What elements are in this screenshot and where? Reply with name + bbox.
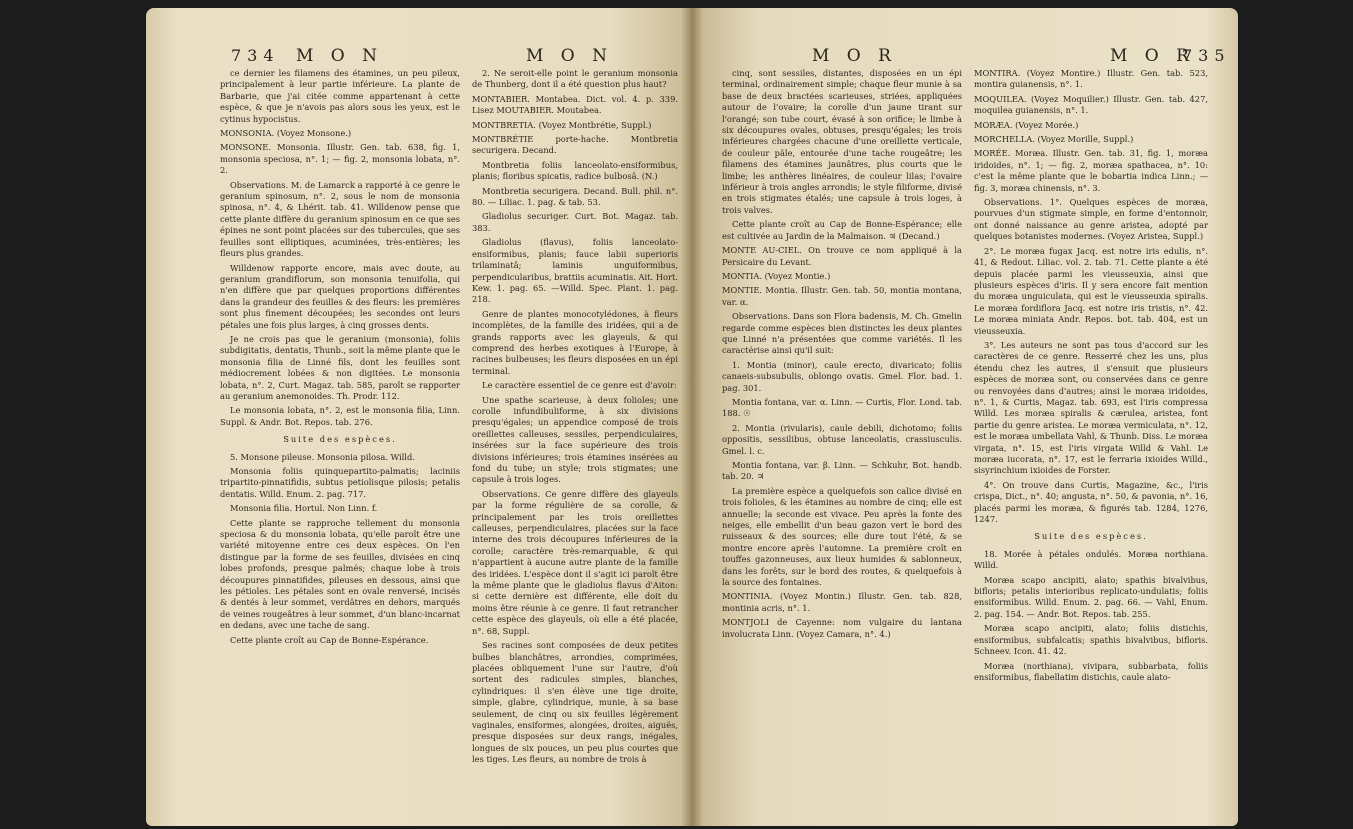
paragraph: Ses racines sont composées de deux petites bulbes blanchâtres, arrondies, comprimées, placées obliquement l'une sur l'autre, d'où sortent des radicules simples, blanches, cylindriques: il s'en élève une tige droite, simple, glabre, cylindrique, munie, à sa base seulement, de cinq ou six feuilles légèrement vaginales, ensiformes, alongées, droites, aiguës, presque disposées sur deux rangs, inégales, longues de six pouces, un peu plus courtes que les tiges. Les fleurs, au nombre de trois à — [472, 640, 678, 765]
section-heading: Suite des espèces. — [283, 434, 397, 445]
running-head-left: M O N — [296, 46, 384, 66]
paragraph: MONTBRÉTIE porte-hache. Montbretia securigera. Decand. — [472, 134, 678, 156]
paragraph: Montbretia foliis lanceolato-ensiformibus, planis; floribus spicatis, radice bulbosâ. (N.) — [472, 159, 678, 182]
paragraph: Gladiolus (flavus), foliis lanceolato-ensiformibus, planis; fauce labii superioris trilaminatâ; laminis unguiformibus, perpendicularibus, brattiis acuminatis. Ait. Hort. Kew. 1. pag. 65. —Willd. Spec. Plant. 1. pag. 218. — [472, 237, 678, 305]
paragraph: Cette plante croît au Cap de Bonne-Espérance. — [230, 634, 429, 645]
paragraph: Moræa scapo ancipiti, alato; spathis bivalvibus, bifloris; petalis interioribus replicato-undulatis; foliis ensiformibus. Willd. Enum. 2. pag. 66. — Vahl, Enum. 2. pag. 154. — Andr. Bot. Repos. tab. 255. — [974, 574, 1208, 619]
paragraph: Je ne crois pas que le geranium (monsonia), foliis subdigitatis, dentatis, Thunb., soit la même plante que le monsonia filia de Linné fils, dont les feuilles sont médiocrement lobées & non digitées. Le monsonia lobata, n°. 2, Curt. Magaz. tab. 585, paroît se rapporter au geranium anemonoides. Th. Prodr. 112. — [220, 333, 461, 401]
paragraph: ce dernier les filamens des étamines, un peu pileux, principalement à leur partie inférieure. La plante de Barbarie, que j'ai citée comme appartenant à cette espèce, & que je n'avois pas alors sous les yeux, est le cytinus hypocistus. — [220, 68, 460, 124]
paragraph: MONTIA. (Voyez Montie.) — [722, 270, 831, 281]
page-number: 735 — [1182, 46, 1231, 65]
paragraph: MORÆA. (Voyez Morée.) — [974, 119, 1079, 130]
paragraph: MONSONIA. (Voyez Monsone.) — [220, 128, 352, 139]
page-number: 734 — [231, 46, 280, 65]
paragraph: Moræa (northiana), vivipara, subbarbata, foliis ensiformibus, flabellatim distichis, caule alato- — [974, 660, 1208, 682]
paragraph: cinq, sont sessiles, distantes, disposées en un épi terminal, ordinairement simple; chaque fleur munie à sa base de deux bractées scarieuses, striées, appliquées autour de l'ovaire; la corolle d'un jaune tirant sur l'orangé; son tube court, évasé à son orifice; le limbe à six découpures ovales, obtuses, presqu'égales; les trois inférieures chargées chacune d'une oreillette verticale, de couleur pâle, entourée d'une tache rougeâtre; les filamens des étamines jaunâtres, plus courts que le limbe; les anthères linéaires, de couleur lilas; l'ovaire inférieur à trois angles arrondis; le style filiforme, divisé en trois stigmates étalés; une capsule à trois loges, à trois valves. — [722, 68, 962, 215]
paragraph: MONTE AU-CIEL. On trouve ce nom appliqué à la Persicaire du Levant. — [722, 245, 962, 267]
text-column-left-2 — [472, 68, 678, 769]
paragraph: Le monsonia lobata, n°. 2, est le monsonia filia, Linn. Suppl. & Andr. Bot. Repos. tab. 276. — [220, 405, 460, 427]
running-head-left: M O R — [812, 46, 897, 66]
paragraph: Montia fontana, var. β. Linn. — Schkuhr, Bot. handb. tab. 20. ♃ — [722, 460, 962, 482]
text-column-left-1 — [220, 68, 460, 649]
paragraph: 3°. Les auteurs ne sont pas tous d'accord sur les caractères de ce genre. Resserré chez les uns, plus étendu chez les autres, il s'ensuit que plusieurs espèces de moræa sont, ou conservées dans ce genre ou renvoyées dans d'autres; ainsi le moræa iridoides, n°. 1, & Curtis, Magaz. tab. 693, est l'iris compressa Willd. Les moræa spiralis & cærulea, aristea, font partie du genre aristea. Le moræa vermiculata, n°. 12, est le moræa umbellata Vahl, & Thunb. Diss. Le moræa virgata, n°. 15, est l'iris virgata Willd & Vahl. Le moræa iucorata, n°. 17, est le ferraria ixioides Willd., sisyrinchium ixioides de Forster. — [974, 339, 1208, 476]
paragraph: MONSONE. Monsonia. Illustr. Gen. tab. 638, fig. 1, monsonia speciosa, n°. 1; — fig. 2, monsonia lobata, n°. 2. — [220, 142, 460, 176]
paragraph: Cette plante croît au Cap de Bonne-Espérance; elle est cultivée au Jardin de la Malmaison. ♃ (Decand.) — [722, 219, 962, 241]
paragraph: MONTBRETIA. (Voyez Montbrétie, Suppl.) — [472, 119, 652, 130]
paragraph: MONTJOLI de Cayenne: nom vulgaire du lantana involucrata Linn. (Voyez Camara, n°. 4.) — [722, 617, 962, 639]
paragraph: 18. Morée à pétales ondulés. Moræa northiana. Willd. — [974, 548, 1208, 571]
paragraph: 5. Monsone pileuse. Monsonia pilosa. Willd. — [230, 451, 415, 462]
paragraph: 1. Montia (minor), caule erecto, divaricato; foliis canaeis-subsubulis, oblongo ovatis. Gmel. Flor. bad. 1. pag. 301. — [722, 359, 962, 393]
paragraph: Gladiolus securiger. Curt. Bot. Magaz. tab. 383. — [472, 211, 678, 233]
paragraph: MONTINIA. (Voyez Montin.) Illustr. Gen. tab. 828, montinia acris, n°. 1. — [722, 591, 962, 613]
paragraph: Observations. Dans son Flora badensis, M. Ch. Gmelin regarde comme espèces bien distinctes les deux plantes que Linné n'a présentées que comme variétés. Il les caractérise ainsi qu'il suit: — [722, 311, 962, 356]
text-column-right-1 — [722, 68, 962, 643]
paragraph: Monsonia foliis quinquepartito-palmatis; laciniis tripartito-pinnatifidis, subtus petiolisque pilosis; petalis dentatis. Willd. Enum. 2. pag. 717. — [220, 466, 460, 499]
book-spread — [146, 8, 1238, 826]
paragraph: Observations. M. de Lamarck a rapporté à ce genre le geranium spinosum, n°. 2, sous le nom de monsonia spinosa, n°. 4, & Lhérit. tab. 41. Willdenow pense que cette plante diffère du geranium spinosum en ce que ses épines ne sont point placées sur des tubercules, que ses feuilles sont elliptiques, acuminées, très-entières; les fleurs plus grandes. — [220, 179, 460, 259]
paragraph: La première espèce a quelquefois son calice divisé en trois folioles, & les étamines au nombre de cinq; elle est annuelle; la seconde est vivace. Peu après la fonte des neiges, elle embellit d'un beau gazon vert le bord des ruisseaux & des sources; elle dure tout l'été, & se montre encore après l'automne. La première croît en touffes gazonneuses, aux lieux humides & sablonneux, dans les forêts, sur le bord des routes, & quelquefois à la source des fontaines. — [722, 485, 962, 588]
paragraph: MORÉE. Moræa. Illustr. Gen. tab. 31, fig. 1, moræa iridoides, n°. 1; — fig. 2, moræa spathacea, n°. 10: c'est la même plante que le bobartia indica Linn.; — fig. 3, moræa chinensis, n°. 3. — [974, 148, 1208, 193]
section-heading: Suite des espèces. — [1034, 531, 1148, 542]
paragraph: Observations. Ce genre diffère des glayeuls par la forme régulière de sa corolle, & principalement par les trois oreillettes calleuses, perpendiculaires, placées sur la face interne des trois découpures inférieures de la corolle; caractère très-remarquable, & qui n'appartient à aucune autre plante de la famille des iridées. L'espèce dont il s'agit ici paroît être la même plante que le gladiolus flavus d'Aiton: si cette dernière est différente, elle doit du moins être réunie à ce genre. Il faut retrancher cette espèce des glayeuls, où elle a été placée, n°. 68, Suppl. — [472, 488, 678, 636]
paragraph: Montbretia securigera. Decand. Bull. phil. n°. 80. — Liliac. 1. pag. & tab. 53. — [472, 185, 678, 208]
text-column-right-2 — [974, 68, 1208, 686]
paragraph: Moræa scapo ancipiti, alato; foliis distichis, ensiformibus, subfalcatis; spathis bivalvibus, bifloris. Schneev. Icon. 41. 42. — [974, 623, 1208, 657]
paragraph: 4°. On trouve dans Curtis, Magazine, &c., l'iris crispa, Dict., n°. 40; angusta, n°. 50, & pavonia, n°. 16, placés parmi les moræa, & figurés tab. 1284, 1276, 1247. — [974, 479, 1208, 525]
paragraph: MONTIE. Montia. Illustr. Gen. tab. 50, montia montana, var. α. — [722, 285, 962, 307]
paragraph: 2. Ne seroit-elle point le geranium monsonia de Thunberg, dont il a été question plus haut? — [472, 68, 678, 90]
paragraph: Le caractère essentiel de ce genre est d'avoir: — [482, 380, 677, 391]
paragraph: 2. Montia (rivularis), caule debili, dichotomo; foliis oppositis, sessilibus, obtuse lanceolatis, crassiusculis. Gmel. l. c. — [722, 422, 962, 456]
paragraph: Willdenow rapporte encore, mais avec doute, au geranium grandiflorum, son monsonia tenuifolia, qui n'en diffère que par quelques proportions différentes dans la grandeur des feuilles & des fleurs: les premières sont plus finement découpées; les secondes ont leurs pétales une fois plus larges, à cinq grosses dents. — [220, 262, 460, 330]
paragraph: Une spathe scarieuse, à deux folioles; une corolle infundibuliforme, à six divisions presqu'égales; un appendice composé de trois oreillettes calleuses, sessiles, perpendiculaires, insérées sur la face supérieure des trois divisions inférieures; trois étamines insérées au fond du tube; un style; trois stigmates; une capsule à trois loges. — [472, 394, 678, 485]
paragraph: Monsonia filia. Hortul. Non Linn. f. — [230, 503, 378, 514]
paragraph: MORCHELLA. (Voyez Morille, Suppl.) — [974, 134, 1134, 145]
right-page — [692, 8, 1238, 826]
paragraph: MONTIRA. (Voyez Montire.) Illustr. Gen. tab. 523, montira guianensis, n°. 1. — [974, 68, 1208, 90]
running-head-right: M O N — [526, 46, 614, 66]
paragraph: MONTABIER. Montabea. Dict. vol. 4. p. 339. Lisez MOUTABIER. Moutabea. — [472, 93, 678, 116]
left-page — [146, 8, 692, 826]
book-gutter — [681, 8, 703, 826]
paragraph: Montia fontana, var. α. Linn. — Curtis, Flor. Lond. tab. 188. ☉ — [722, 396, 962, 419]
paragraph: Genre de plantes monocotylédones, à fleurs incomplètes, de la famille des iridées, qui a de grands rapports avec les glayeuls, & qui comprend des herbes exotiques à l'Europe, à racines bulbeuses; les fleurs disposées en un épi terminal. — [472, 308, 678, 376]
paragraph: Cette plante se rapproche tellement du monsonia speciosa & du monsonia lobata, qu'elle paroît être une variété mitoyenne entre ces deux espèces. On l'en distingue par la forme de ses feuilles, divisées en cinq lobes profonds, presque palmés; chaque lobe à trois découpures pinnatifides, pileuses en dessous, ainsi que les pétioles. Les pétales sont en ovale renversé, incisés & dentés à leur sommet, verdâtres en dehors, marqués de veines rougeâtres à leur sommet, d'un blanc-incarnat en dedans, avec une tache de sang. — [220, 517, 460, 631]
paragraph: 2°. Le moræa fugax Jacq. est notre iris edulis, n°. 41, & Redout. Liliac. vol. 2. tab. 71. Cette plante a été depuis placée parmi les vieusseuxia, ainsi que plusieurs espèces d'iris. Il y sera encore fait mention du moræa unguiculata, qui est le vieusseuxia spiralis. Le moræa fordiflora Jacq. est notre iris tristis, n°. 42. Le moræa miniata Andr. Repos. bot. tab. 404, est un vieusseuxia. — [974, 245, 1208, 336]
paragraph: Observations. 1°. Quelques espèces de moræa, pourvues d'un stigmate simple, en forme d'entonnoir, ont donné naissance au genre aristea, adopté par quelques botanistes modernes. (Voyez Aristea, Suppl.) — [974, 197, 1208, 242]
running-head-right: M O R — [1110, 46, 1195, 66]
paragraph: MOQUILEA. (Voyez Moquilier.) Illustr. Gen. tab. 427, moquilea guianensis, n°. 1. — [974, 93, 1208, 116]
